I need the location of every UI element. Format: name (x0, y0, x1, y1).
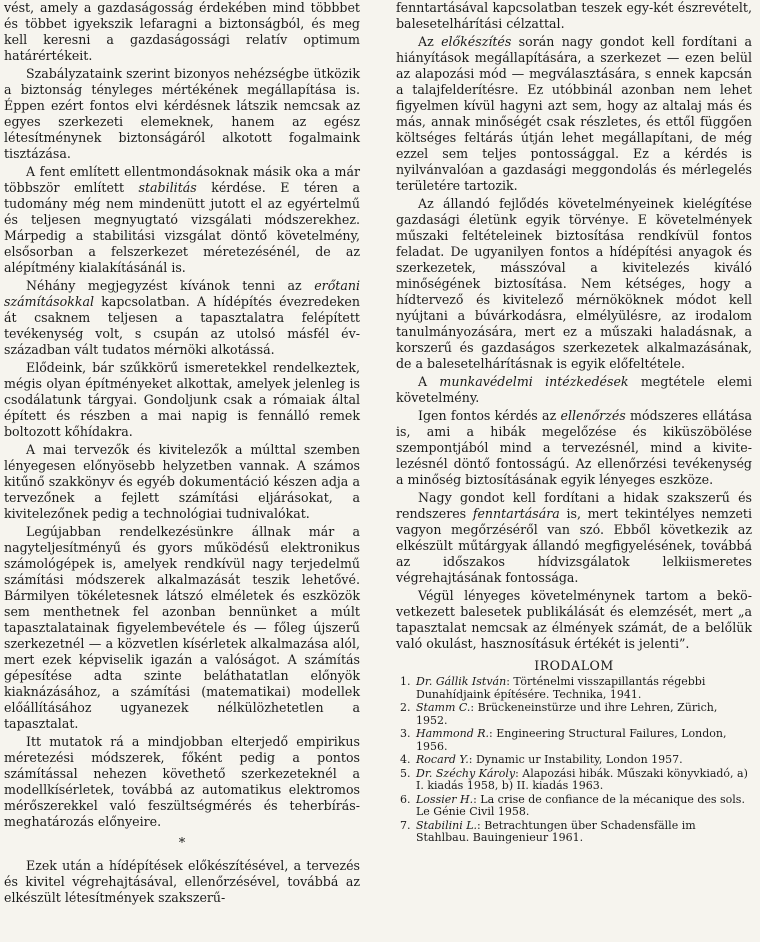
paragraph (4, 524, 360, 732)
paragraph (396, 196, 752, 372)
paragraph-text: Itt mutatok rá a mindjobban elterjedő empirikus méretezési módszerek, főként pedig a pontos számítással nehezen követhető szerkezeteknél a modellkísérletek, továbbá az automatikus elektromos mérőszerekkel való feszültségmérés és teherbírásmeghatározás előnyeire. (4, 734, 360, 829)
paragraph-text: megtétele elemi követelmény. (396, 374, 752, 405)
paragraph-text: Ezek után a hídépítések előkészítésével, a tervezés és kivitel végrehajtásával, ellenőrzésével, továbbá az elkészült létesítmények szakszerű- (4, 858, 360, 905)
reference-item (396, 676, 752, 701)
paragraph-text: során nagy gondot kell fordítani a hiányítások megállapítására, a szerkezet — ezen belül az alapozási mód — megválasztására, s ennek kapcsán a talajfelderítésre. Ez utóbbinál azonban nem lehet figyelmen kívül hagyni azt sem, hogy az altalaj más és más, annak minőségét csak részletes, és ettől függően költséges feltárás útján lehet megállapítani, de még ezzel sem teljes pontossággal. Ez a kérdés is nyilvánvalóan a gazdasági meggondolás és mérlegelés területére tartozik. (396, 34, 753, 193)
reference-author: Lossier H. (416, 792, 474, 806)
paragraph-text: A fent említett ellentmondásoknak másik oka a már többször említett (4, 164, 360, 195)
paragraph-text: Néhány megjegyzést kívánok tenni az (26, 278, 315, 293)
reference-author: Hammond R. (416, 727, 490, 740)
paragraph (4, 278, 360, 358)
paragraph-text: fenntartásával kapcsolatban teszek egy-két észrevételt, balesetelhárítási célzattal. (396, 0, 752, 31)
reference-number: 5. (400, 766, 411, 780)
reference-text: : Alapozási hibák. Műszaki könyvkiadó, a) I. kiadás 1958, b) II. kiadás 1963. (416, 766, 748, 792)
paragraph-text: A mai tervezők és kivitelezők a múlttal szemben lényegesen előnyösebb helyzetben vannak. A számos kitűnő szakkönyv és egyéb dokumentáció készen adja a tervezőnek a fejlett számítási eljárásokat, a kivitelezőnek pedig a technológiai tudnivalókat. (4, 442, 360, 521)
paragraph (396, 34, 752, 194)
paragraph (4, 360, 360, 440)
section-separator: * (178, 836, 186, 851)
reference-author: Dr. Széchy Károly (416, 766, 516, 780)
paragraph (396, 408, 752, 488)
reference-author: Rocard Y. (416, 753, 469, 766)
paragraph (396, 0, 752, 32)
reference-number: 2. (400, 701, 411, 714)
emphasized-term: munkavédelmi intézkedések (439, 374, 629, 389)
reference-number: 6. (400, 792, 411, 806)
paragraph-text: Az (418, 34, 442, 49)
reference-text: : Engineering Structural Failures, London, 1956. (416, 727, 727, 753)
paragraph (396, 490, 752, 586)
references-list (396, 676, 752, 845)
paragraph-text: Legújabban rendelkezésünkre állnak már a nagyteljesítményű és gyors működésű elektronikus számológépek is, amelyek rendkívül nagy terjedelmű számítási módszerek alkalmazását teszik lehetővé. Bármilyen tökéletesnek látszó elméletek és eszközök sem menthetnek fel azonban bennünket a múlt tapasztalatainak figyelembevétele és — főleg újszerű szerkezetnél — a közvetlen kísérletek alkalmazása alól, mert ezek képviselik igazán a valóságot. A számítás gépesítése adta szinte beláthatatlan előnyök kiaknázásához, a számítási (matematikai) modellek előállításához ugyanezek nélkülözhetetlen a tapasztalat. (4, 524, 360, 731)
paragraph (396, 588, 752, 652)
reference-item (396, 702, 752, 727)
paragraph-text: vést, amely a gazdaságosság érdekében mind többbet és többet igyekszik lefaragni a biztonságból, és meg kell keresni a gazdaságossági relatív optimum határértékeit. (4, 0, 360, 63)
paragraph (4, 164, 360, 276)
reference-text: : Történelmi visszapillantás régebbi Dunahídjaink építésére. Technika, 1941. (416, 675, 706, 701)
left-paragraphs (4, 0, 360, 830)
paragraph-text: Nagy gondot kell fordítani a hidak szakszerű és rendszeres (396, 490, 752, 521)
reference-author: Stabilini L. (416, 818, 478, 832)
emphasized-term: ellenőrzés (560, 408, 626, 423)
reference-author: Stamm C. (416, 701, 471, 714)
emphasized-term: fenntartására (472, 506, 560, 521)
reference-number: 3. (400, 727, 411, 740)
paragraph (4, 0, 360, 64)
reference-item (396, 820, 752, 845)
emphasized-term: erőtani számításokkal (4, 278, 360, 309)
paragraph-text: Végül lényeges követelménynek tartom a bekövetkezett balesetek publikálását és elemzését, mert „a tapasztalat nemcsak az élmények számát, de a belőlük való okulást, hasznosításuk értékét is jelenti”. (396, 588, 752, 651)
reference-text: : Brückeneinstürze und ihre Lehren, Zürich, 1952. (416, 701, 718, 727)
reference-item (396, 794, 752, 819)
right-column (396, 0, 752, 846)
left-column (4, 0, 360, 906)
reference-author: Dr. Gállik István (416, 675, 507, 688)
reference-text: : Dynamic ur Instability, London 1957. (468, 753, 683, 766)
paragraph-text: is, mert tekintélyes nemzeti vagyon megőrzéséről van szó. Ebből következik az elkészült műtárgyak állandó megfigyelésének, továbbá az időszakos hídvizsgálatok lelkiismeretes végrehajtásának fontossága. (396, 506, 752, 585)
paragraph-text: Szabályzataink szerint bizonyos nehézségbe ütközik a biztonság tényleges mértékének megállapítása is. Éppen ezért fontos elvi kérdésnek látszik nemcsak az egyes szerkezeti elemeknek, hanem az egész létesítménynek biztonságáról alkotott fogalmaink tisztázása. (4, 66, 360, 161)
reference-item (396, 754, 752, 767)
paragraph-text: kapcsolatban. A hídépítés évezredeken át csaknem teljesen a tapasztalatra felépített tevékenység volt, s csupán az utolsó másfél évszázadban vált tudatos mérnöki alkotássá. (4, 294, 360, 357)
reference-item (396, 728, 752, 753)
reference-text: : La crise de confiance de la mécanique des sols. Le Génie Civil 1958. (416, 792, 745, 818)
emphasized-term: előkészítés (441, 34, 512, 49)
paragraph-text: Igen fontos kérdés az (418, 408, 561, 423)
paragraph-text: A (418, 374, 440, 389)
reference-number: 4. (400, 753, 411, 766)
reference-text: : Betrachtungen über Schadensfälle im Stahlbau. Bauingenieur 1961. (416, 818, 696, 844)
reference-number: 7. (400, 818, 411, 832)
paragraph (4, 66, 360, 162)
paragraph-text: Elődeink, bár szűkkörű ismeretekkel rendelkeztek, mégis olyan építményeket alkottak, amelyek jelenleg is csodálatunk tárgyai. Gondoljunk csak a rómaiak által épített és részben a mai napig is fennálló remek boltozott kőhídakra. (4, 360, 360, 439)
left-after-separator (4, 858, 360, 906)
paragraph (4, 858, 360, 906)
reference-number: 1. (400, 675, 411, 688)
references-title: IRODALOM (534, 658, 614, 673)
paragraph (396, 374, 752, 406)
paragraph-text: módszeres ellátása is, ami a hibák megelőzése és kiküszöbölése szempontjából mind a tervezésnél, mind a kivitelezésnél döntő fontosságú. Az ellenőrzési tevékenység a minőség biztosításának egyik lényeges eszköze. (396, 408, 752, 487)
emphasized-term: stabilitás (138, 180, 197, 195)
paragraph (4, 442, 360, 522)
paragraph-text: kérdése. E téren a tudomány még nem mindenütt jutott el az egyértelmű és teljesen megnyugtató vizsgálati módszerekhez. Márpedig a stabilitási vizsgálat döntő követelmény, elsősorban a felszerkezet méretezésénél, de az alépítmény kialakításánál is. (4, 180, 360, 275)
paragraph (4, 734, 360, 830)
right-paragraphs (396, 0, 752, 652)
reference-item (396, 768, 752, 793)
paragraph-text: Az állandó fejlődés követelményeinek kielégítése gazdasági életünk egyik törvénye. E követelmények műszaki feltételeinek biztosítása rendkívül fontos feladat. De ugyanilyen fontos a hídépítési anyagok és szerkezetek, másszóval a kivitelezés kiváló minőségének biztosítása. Nem kétséges, hogy a hídtervező és kivitelező mérnököknek módot kell nyújtani a búvárkodásra, elmélyülésre, az irodalom tanulmányozására, mert ez a műszaki haladásnak, a korszerű és gazdaságos szerkezetek alkalmazásának, de a balesetelhárításnak is egyik előfeltétele. (396, 196, 752, 371)
